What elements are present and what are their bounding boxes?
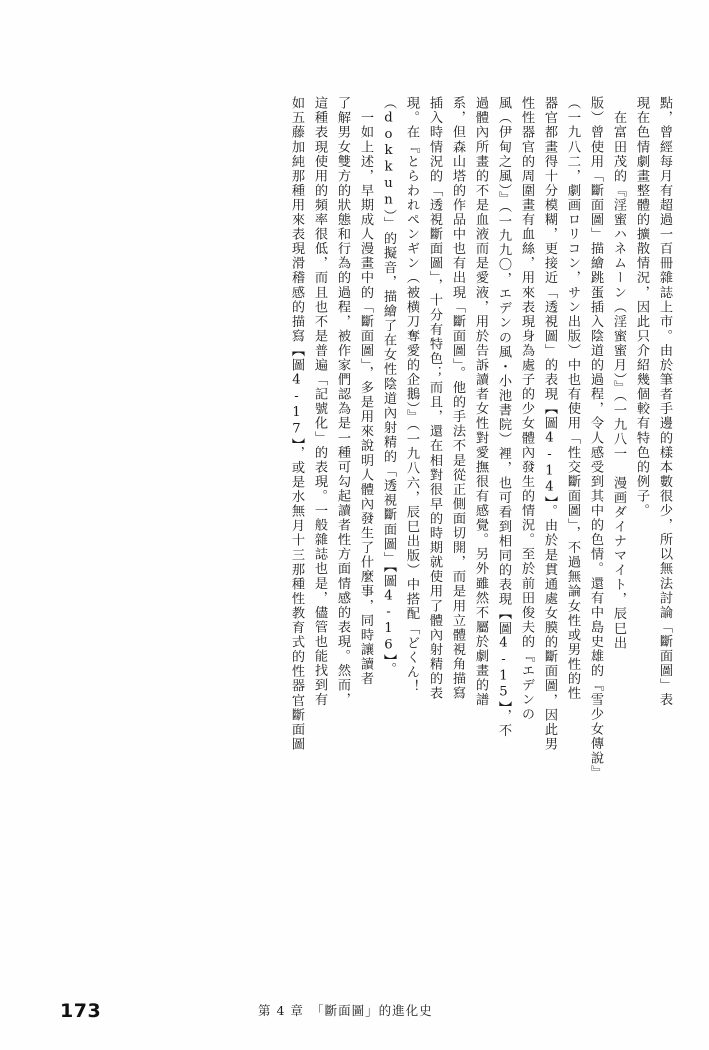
text-column: 器官都畫得十分模糊，更接近「透視圖」的表現【圖4-14】。由於是貫通處女膜的斷面圖，因此男 — [542, 96, 557, 752]
text-column: 如五藤加純那種用來表現滑稽感的描寫【圖4-17】，或是水無月十三那種性教育式的性器官斷面圖 — [289, 96, 304, 752]
text-column: 版）曾使用「斷面圖」描繪跳蛋插入陰道的過程，令人感受到其中的色情。還有中島史雄的『雪少女傳說』 — [588, 96, 603, 780]
text-column: 性性器官的周圍畫有血絲，用來表現身為處子的少女體內發生的情況。至於前田俊夫的『エデンの — [519, 96, 534, 722]
text-column: 在富田茂的『淫蜜ハネムーン（淫蜜蜜月）』（一九八一 漫画ダイナマイト，辰巳出 — [611, 96, 626, 651]
text-column: 一如上述，早期成人漫畫中的「斷面圖」，多是用來說明人體內發生了什麼事，同時讓讀者 — [358, 96, 373, 686]
text-column: 點，曾經每月有超過一百冊雜誌上市。由於筆者手邊的樣本數很少，所以無法討論「斷面圖」表 — [657, 96, 672, 708]
text-column: 插入時情況的「透視斷面圖」，十分有特色；而且，還在相對很早的時期就使用了體內射精的表 — [427, 96, 442, 701]
vertical-text-body — [42, 96, 671, 966]
text-column: 現在色情劇畫整體的擴散情況，因此只介紹幾個較有特色的例子。 — [634, 96, 649, 518]
text-column: 系，但森山塔的作品中也有出現「斷面圖」。他的手法不是從正側面切開，而是用立體視角描寫 — [450, 96, 465, 701]
text-column: 現。在『とらわれペンギン（被横刀奪愛的企鵝）』（一九八六，辰巳出版）中搭配「どくん！ — [404, 96, 419, 694]
footer-chapter-title: 第 4 章 「斷面圖」的進化史 — [258, 1003, 433, 1018]
text-column: （一九八二，劇画ロリコン，サン出版）中也有使用「性交斷面圖」，不過無論女性或男性的性 — [565, 96, 580, 701]
page-footer — [0, 992, 709, 1022]
text-column: 過體內所畫的不是血液而是愛液，用於告訴讀者女性對愛撫很有感覺。另外雖然不屬於劇畫的譜 — [473, 96, 488, 708]
text-column: 風（伊甸之風）』（一九九〇，エデンの風・小池書院）裡，也可看到相同的表現【圖4-15】，不 — [496, 96, 511, 739]
text-column: （dokkun）」的擬音，描繪了在女性陰道內射精的「透視斷面圖」【圖4-16】。 — [381, 96, 396, 677]
page-number: 173 — [60, 1000, 102, 1022]
text-column: 這種表現使用的頻率很低，而且也不是普遍「記號化」的表現。一般雜誌也是，儘管也能找到有 — [312, 96, 327, 708]
text-column: 了解男女雙方的狀態和行為的過程，被作家們認為是一種可勾起讀者性方面情感的表現。然而， — [335, 96, 350, 708]
